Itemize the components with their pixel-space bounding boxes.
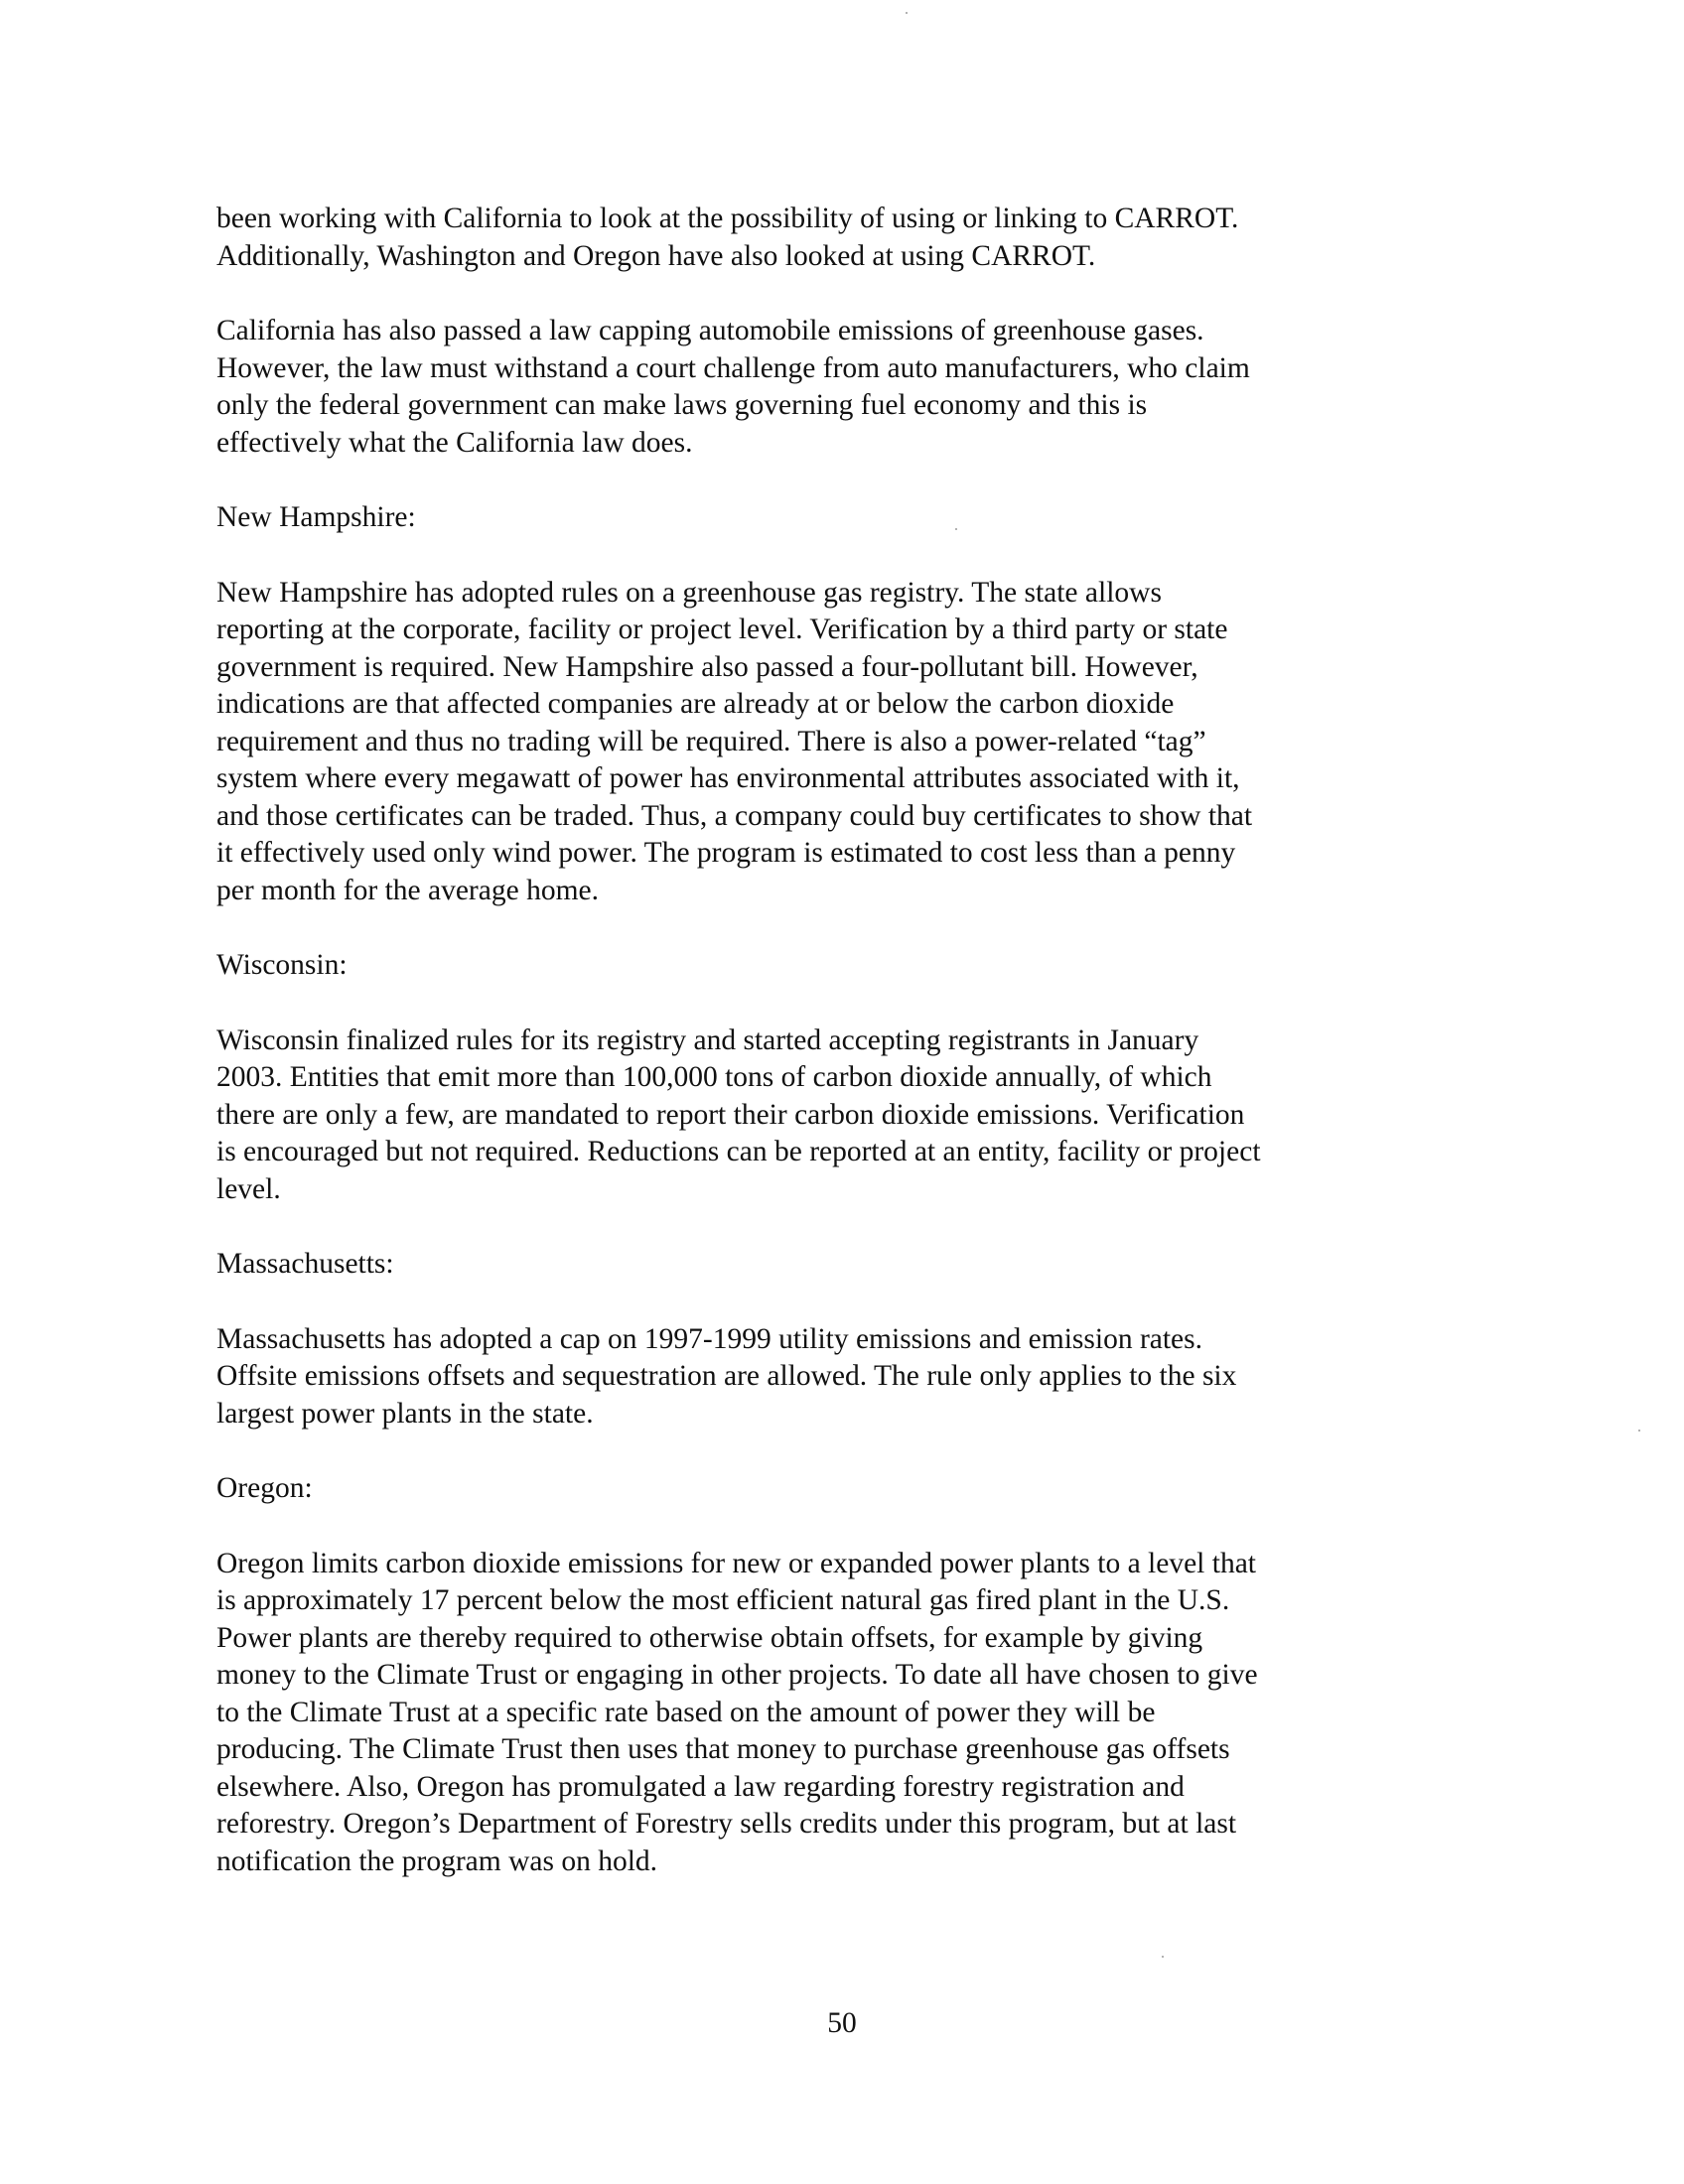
text-line: Power plants are thereby required to otherwise obtain offsets, for example by giving: [216, 1621, 1203, 1654]
scan-speck: [1162, 1956, 1164, 1958]
text-line: it effectively used only wind power. The program is estimated to cost less than a penny: [216, 837, 1236, 869]
text-line: to the Climate Trust at a specific rate based on the amount of power they will be: [216, 1696, 1156, 1728]
text-line: However, the law must withstand a court challenge from auto manufacturers, who claim: [216, 351, 1250, 384]
paragraph-wisconsin: [216, 1023, 1428, 1209]
section-heading-new-hampshire: New Hampshire:: [216, 501, 416, 533]
text-line: Oregon limits carbon dioxide emissions for new or expanded power plants to a level that: [216, 1547, 1256, 1579]
text-line: indications are that affected companies are already at or below the carbon dioxide: [216, 688, 1175, 720]
paragraph-carrot: [216, 201, 1428, 275]
scan-speck: [906, 12, 908, 14]
text-line: money to the Climate Trust or engaging in other projects. To date all have chosen to give: [216, 1659, 1258, 1691]
text-line: effectively what the California law does.: [216, 426, 693, 459]
paragraph-massachusetts: [216, 1321, 1428, 1433]
text-line: elsewhere. Also, Oregon has promulgated a law regarding forestry registration and: [216, 1770, 1185, 1803]
paragraph-oregon: [216, 1546, 1428, 1881]
text-line: Massachusetts has adopted a cap on 1997-1999 utility emissions and emission rates.: [216, 1322, 1203, 1355]
page-number: 50: [827, 2007, 857, 2039]
text-line: Additionally, Washington and Oregon have also looked at using CARROT.: [216, 239, 1096, 272]
section-heading-wisconsin: Wisconsin:: [216, 949, 348, 981]
text-line: reforestry. Oregon’s Department of Forestry sells credits under this program, but at last: [216, 1808, 1237, 1840]
text-line: per month for the average home.: [216, 874, 599, 906]
text-line: requirement and thus no trading will be required. There is also a power-related “tag”: [216, 725, 1206, 757]
text-line: is approximately 17 percent below the most efficient natural gas fired plant in the U.S.: [216, 1584, 1230, 1616]
section-heading-massachusetts: Massachusetts:: [216, 1248, 394, 1280]
text-line: and those certificates can be traded. Thus, a company could buy certificates to show that: [216, 799, 1253, 832]
text-line: Offsite emissions offsets and sequestration are allowed. The rule only applies to the six: [216, 1360, 1237, 1392]
section-heading-oregon: Oregon:: [216, 1472, 313, 1504]
text-line: is encouraged but not required. Reductions can be reported at an entity, facility or project: [216, 1136, 1261, 1167]
text-line: producing. The Climate Trust then uses that money to purchase greenhouse gas offsets: [216, 1733, 1230, 1765]
text-line: 2003. Entities that emit more than 100,000 tons of carbon dioxide annually, of which: [216, 1061, 1212, 1093]
text-line: level.: [216, 1172, 281, 1205]
text-line: there are only a few, are mandated to report their carbon dioxide emissions. Verification: [216, 1098, 1245, 1131]
text-line: largest power plants in the state.: [216, 1397, 594, 1430]
text-line: New Hampshire has adopted rules on a greenhouse gas registry. The state allows: [216, 576, 1162, 609]
text-line: notification the program was on hold.: [216, 1844, 658, 1877]
scan-speck: [1638, 1430, 1640, 1432]
paragraph-new-hampshire: [216, 575, 1428, 910]
document-body: [216, 201, 1428, 1918]
text-line: system where every megawatt of power has environmental attributes associated with it,: [216, 762, 1240, 794]
text-line: only the federal government can make laws governing fuel economy and this is: [216, 389, 1148, 421]
text-line: California has also passed a law capping automobile emissions of greenhouse gases.: [216, 315, 1204, 346]
text-line: government is required. New Hampshire also passed a four-pollutant bill. However,: [216, 650, 1198, 683]
paragraph-california-auto: [216, 313, 1428, 462]
text-line: been working with California to look at the possibility of using or linking to CARROT.: [216, 203, 1239, 234]
text-line: Wisconsin finalized rules for its registry and started accepting registrants in January: [216, 1024, 1199, 1056]
text-line: reporting at the corporate, facility or project level. Verification by a third party or state: [216, 614, 1228, 645]
